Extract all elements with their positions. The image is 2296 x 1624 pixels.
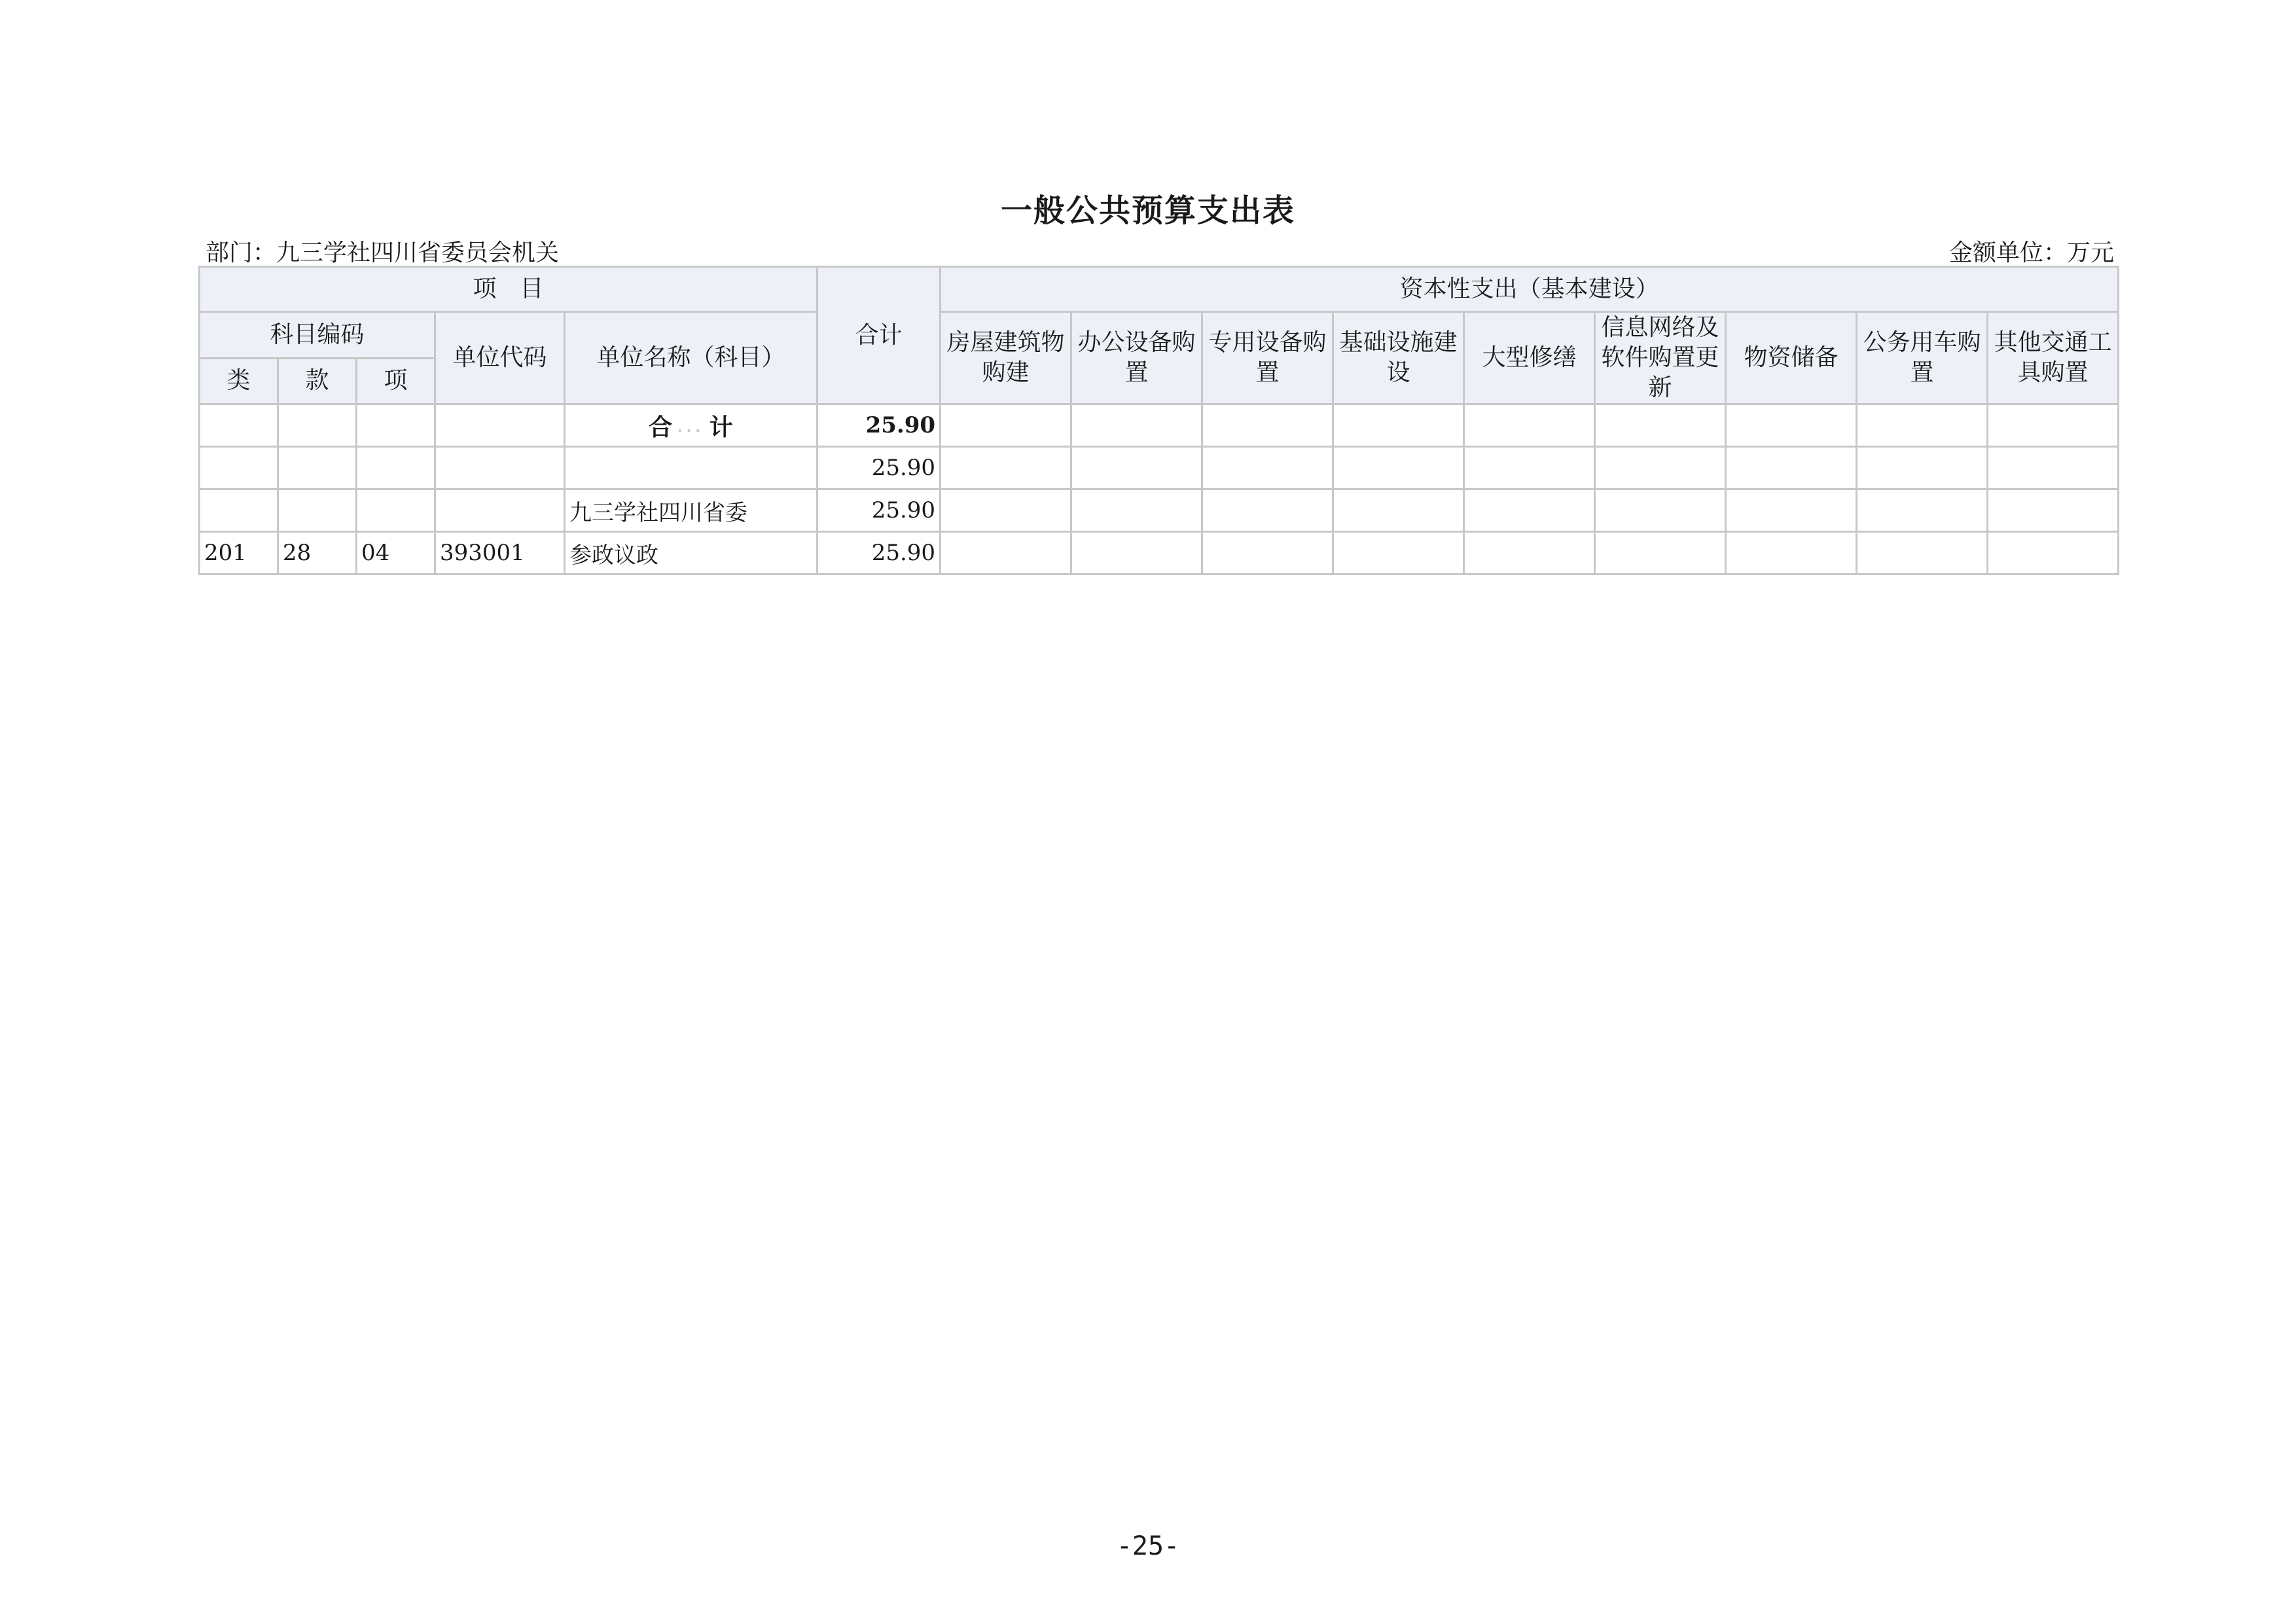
cell-total: 25.90 [817,532,941,574]
table-row-total [200,404,2119,447]
cell-class [200,489,278,532]
cell-empty [1202,404,1333,447]
cell-empty [1071,404,1202,447]
cell-empty [1464,532,1595,574]
header-total: 合计 [817,267,941,404]
cell-empty [1464,447,1595,489]
header-capital-col: 公务用车购置 [1857,312,1988,404]
cell-empty [1726,489,1857,532]
header-section: 款 [278,358,357,404]
cell-empty [1202,447,1333,489]
cell-empty [1988,532,2119,574]
header-unit-name: 单位名称（科目） [565,312,817,404]
page-title: 一般公共预算支出表 [1000,192,1295,229]
header-item-group: 项 目 [200,267,817,312]
total-label-b: 计 [709,414,733,441]
cell-empty [941,489,1071,532]
cell-class [200,404,278,447]
cell-empty [941,404,1071,447]
header-capital-group: 资本性支出（基本建设） [941,267,2119,312]
cell-total: 25.90 [817,447,941,489]
cell-empty [1202,532,1333,574]
cell-empty [1071,447,1202,489]
cell-empty [1464,489,1595,532]
cell-item [357,489,435,532]
cell-empty [1202,489,1333,532]
cell-item [357,447,435,489]
header-item: 项 [357,358,435,404]
table-row [200,489,2119,532]
cell-empty [1857,404,1988,447]
header-capital-col: 基础设施建设 [1333,312,1464,404]
cell-empty [1595,404,1726,447]
header-subject-code: 科目编码 [200,312,435,359]
cell-total-label [565,404,817,447]
table-row [200,532,2119,574]
header-capital-col: 专用设备购置 [1202,312,1333,404]
cell-empty [1988,489,2119,532]
header-capital-col: 物资储备 [1726,312,1857,404]
header-capital-col: 信息网络及软件购置更新 [1595,312,1726,404]
budget-table-container [198,266,2117,575]
leader-dots: ··· [677,422,704,438]
cell-item: 04 [357,532,435,574]
cell-unit-name: 参政议政 [565,532,817,574]
cell-empty [941,532,1071,574]
cell-section [278,447,357,489]
header-class: 类 [200,358,278,404]
cell-empty [1726,447,1857,489]
page-number: -25- [1116,1531,1180,1561]
cell-unit-code: 393001 [435,532,565,574]
cell-section [278,404,357,447]
cell-empty [1333,447,1464,489]
cell-empty [1333,404,1464,447]
cell-empty [1071,532,1202,574]
cell-empty [1857,489,1988,532]
cell-section [278,489,357,532]
cell-empty [1333,489,1464,532]
header-capital-col: 其他交通工具购置 [1988,312,2119,404]
department-label: 部门：九三学社四川省委员会机关 [206,239,560,266]
cell-empty [1595,489,1726,532]
budget-expenditure-table [198,266,2119,575]
cell-total: 25.90 [817,404,941,447]
cell-empty [1726,404,1857,447]
cell-unit-name [565,447,817,489]
cell-empty [1857,532,1988,574]
cell-unit-code [435,404,565,447]
table-row [200,447,2119,489]
cell-class: 201 [200,532,278,574]
cell-empty [1071,489,1202,532]
cell-total: 25.90 [817,489,941,532]
cell-empty [941,447,1071,489]
cell-section: 28 [278,532,357,574]
header-capital-col: 大型修缮 [1464,312,1595,404]
cell-empty [1333,532,1464,574]
cell-item [357,404,435,447]
cell-empty [1857,447,1988,489]
cell-empty [1464,404,1595,447]
cell-empty [1595,447,1726,489]
header-unit-code: 单位代码 [435,312,565,404]
cell-empty [1988,404,2119,447]
header-capital-col: 房屋建筑物购建 [941,312,1071,404]
cell-empty [1595,532,1726,574]
cell-class [200,447,278,489]
cell-empty [1726,532,1857,574]
total-label-a: 合 [649,414,673,441]
header-capital-col: 办公设备购置 [1071,312,1202,404]
cell-unit-code [435,447,565,489]
cell-unit-name: 九三学社四川省委 [565,489,817,532]
amount-unit-label: 金额单位：万元 [1948,239,2114,266]
cell-unit-code [435,489,565,532]
cell-empty [1988,447,2119,489]
